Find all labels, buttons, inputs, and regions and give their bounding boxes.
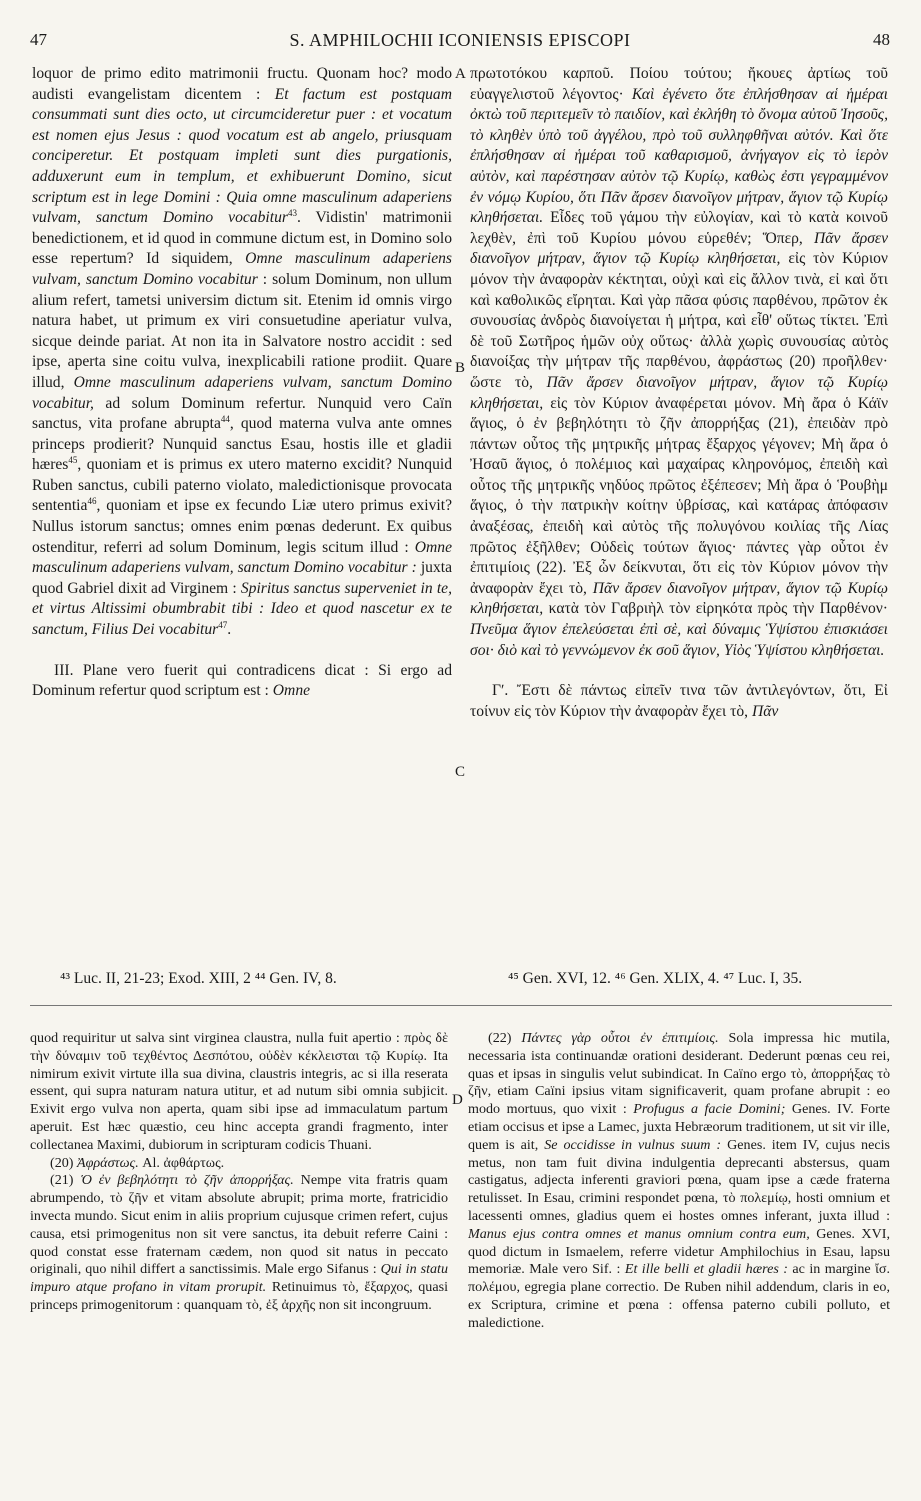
note-continuation: quod requiritur ut salva sint virginea claustra, nulla fuit apertio : πρὸς δὲ τὴν δύναμιν τοῦ τεχθέντος Δεσπότου, οὐδὲν κέκλεισται τῷ Κυρίῳ. Ita nimirum exivit virtute illa sua divina, claustris integris, ac si illa reserata essent, qui supra naturam natura utitur, et ad nutum sibi omnia subjicit. Exivit ergo vulva non aperta, quam sibi ipse ad immaculatum partum aperuit. Est hæc quæstio, ceu hinc accepta grandi fragmento, inter collectanea Maximi, dubiorum in scripturam codicis Thuani. bbox=[30, 1030, 448, 1153]
note-21: (21) Ὁ ἐν βεβηλότητι τὸ ζῆν ἀπορρήξας. Nempe vita fratris quam abrumpendo, τὸ ζῆν et vitam absolute abrupit; prima morte, fratricidio invecta mundo. Sicut enim in aliis proprium cujusque crimen refert, cujus causa, etsi primogenitus non sit vere sanctus, ita debuit referre Caini : quod constat esse fraternam cædem, non quod sit natus in peccato originali, quo nihil differt a sanctissimis. Male ergo Sifanus : Qui in statu impuro atque profano in vitam prorupit. Retinuimus τὸ, ἔξαρχος, quasi princeps primogenitorum : quanquam τὸ, ἐξ ἀρχῆς non sit incongruum. bbox=[30, 1172, 448, 1313]
footnote-marker-45: 45 bbox=[68, 455, 78, 466]
greek-main-column bbox=[470, 64, 888, 924]
margin-letter-b: B bbox=[455, 360, 466, 376]
note-22: (22) Πάντες γὰρ οὗτοι ἐν ἐπιτιμίοις. Sola impressa hic mutila, necessaria ista continuandæ orationi desiderant. Dederunt pœnas ceu rei, quas et ipsas in singulis velut subindicat. In Caïno ergo τὸ, ἀπορρήξας τὸ ζῆν, etiam Caïni ipsius vitam significaverit, quam profane abrupit : eo modo mortuus, quo vixit : Profugus a facie Domini; Genes. IV. Forte etiam occisus et ipse a Lamec, juxta Hebræorum traditionem, ut sit vir ille, quem is ait, Se occidisse in vulnus suum : Genes. item IV, cujus necis metus, non tam fuit divina indulgentia deprecanti abstersus, quam castigatus, adjecta inferenti graviori pœna, quam ipse a cæde fraterna retulisset. In Esau, crimini respondet pœna, τὸ πολεμίῳ, hosti omnium et lacessenti omnes, gladius quem ei hostes omnes inferant, juxta illud : Manus ejus contra omnes et manus omnium contra eum, Genes. XVI, quod dictum in Ismaelem, referre videtur Amphilochius in Esau, lapsu memoriæ. Male vero Sif. : Et ille belli et gladii hæres : ac in margine ἴσ. πολέμου, egregia plane correctio. De Ruben nihil addendum, claris in eo, ex Scriptura, crimine et pœna : offensa paterno cubili polluto, et maledictione. bbox=[468, 1030, 890, 1331]
footnote-marker-46: 46 bbox=[87, 496, 97, 507]
scripture-references-left: ⁴³ Luc. II, 21-23; Exod. XIII, 2 ⁴⁴ Gen. IV, 8. bbox=[60, 970, 337, 987]
footnote-marker-44: 44 bbox=[220, 413, 230, 424]
greek-paragraph-2: Γʹ. Ἔστι δὲ πάντως εἰπεῖν τινα τῶν ἀντιλεγόντων, ὅτι, Εἰ τοίνυν εἰς τὸν Κύριον τὴν ἀναφορὰν ἔχει τὸ, Πᾶν bbox=[470, 682, 888, 720]
footnote-divider bbox=[30, 1005, 892, 1006]
latin-paragraph-2: III. Plane vero fuerit qui contradicens dicat : Si ergo ad Dominum refertur quod scriptum est : Omne bbox=[32, 661, 452, 700]
margin-letter-c: C bbox=[455, 764, 466, 780]
footnote-marker-43: 43 bbox=[287, 207, 297, 218]
latin-main-column bbox=[32, 64, 452, 894]
note-20: (20) Ἀφράστως. Al. ἀφθάρτως. bbox=[50, 1154, 225, 1171]
latin-paragraph-1: loquor de primo edito matrimonii fructu. Quonam hoc? modo audisti evangelistam dicentem : Et factum est postquam consummati sunt dies octo, ut circumcideretur puer : et vocatum est nomen ejus Jesus : quod vocatum est ab angelo, priusquam conciperetur. Et postquam impleti sunt dies purgationis, adduxerunt eum in templum, et exhibuerunt Domino, sicut scriptum est in lege Domini : Quia omne masculinum adaperiens vulvam, sanctum Domino vocabitur$^{43}$. Vidistin' matrimonii benedictionem, et id quod in commune dictum est, in Domino solo esse repertum? Id siquidem, Omne masculinum adaperiens vulvam, sanctum Domino vocabitur : solum Dominum, non ullum alium refert, tametsi universim dictum sit. Etenim id omnis virgo natura habet, ut primum ex viri consuetudine aperiatur vulva, sicque deinde pariat. At non ita in Salvatore nostro accidit : sed ipse, aperta sine coitu vulva, inexplicabili ratione prodiit. Quare illud, Omne masculinum adaperiens vulvam, sanctum Domino vocabitur, ad solum Dominum refertur. Nunquid vero Caïn sanctus, vita profane abrupta$^{44}$, quod materna vulva ante omnes princeps prodierit? Nunquid sanctus Esau, hostis ille et gladii hæres$^{45}$, quoniam et is primus ex utero materno excidit? Nunquid Ruben sanctus, cubili paterno violato, maledictionisque provocata sententia$^{46}$, quoniam et ipse ex fecundo Liæ utero primus exivit? Nullus istorum sanctus; omnes enim pœnas dederunt. Ex quibus ostenditur, referri ad solum Dominum, legis scitum illud : Omne masculinum adaperiens vulvam, sanctum Domino vocabitur : juxta quod Gabriel dixit ad Virginem : Spiritus sanctus superveniet in te, et virtus Altissimi obumbrabit tibi : Ideo et quod nascetur ex te sanctum, Filius Dei vocabitur$^{47}$. bbox=[32, 65, 452, 639]
notes-right-column bbox=[468, 1030, 890, 1490]
margin-letter-a: A bbox=[455, 66, 466, 82]
page-number-left: 47 bbox=[30, 30, 47, 49]
page-number-right: 48 bbox=[873, 30, 890, 49]
notes-left-column bbox=[30, 1030, 448, 1490]
margin-letter-d: D bbox=[452, 1092, 463, 1108]
greek-paragraph-1: πρωτοτόκου καρποῦ. Ποίου τούτου; ἤκουες ἀρτίως τοῦ εὐαγγελιστοῦ λέγοντος· Καὶ ἐγένετο ὅτε ἐπλήσθησαν αἱ ἡμέραι ὀκτὼ τοῦ περιτεμεῖν τὸ παιδίον, καὶ ἐκλήθη τὸ ὄνομα αὐτοῦ Ἰησοῦς, τὸ κληθὲν ὑπὸ τοῦ ἀγγέλου, πρὸ τοῦ συλληφθῆναι αὐτόν. Καὶ ὅτε ἐπλήσθησαν αἱ ἡμέραι τοῦ καθαρισμοῦ, ἀνήγαγον εἰς τὸ ἱερὸν αὐτὸν, καὶ παρέστησαν αὐτὸν τῷ Κυρίῳ, καθὼς ἐστι γεγραμμένον ἐν νόμῳ Κυρίου, ὅτι Πᾶν ἄρσεν διανοῖγον μήτραν, ἅγιον τῷ Κυρίῳ κληθήσεται. Εἶδες τοῦ γάμου τὴν εὐλογίαν, καὶ τὸ κατὰ κοινοῦ λεχθὲν, ἐπὶ τοῦ Κυρίου μόνου εὑρεθέν; Ὅπερ, Πᾶν ἄρσεν διανοῖγον μήτραν, ἅγιον τῷ Κυρίῳ κληθήσεται, εἰς τὸν Κύριον μόνον τὴν ἀναφορὰν κέκτηται, οὐχὶ καὶ εἰς ἄλλον τινὰ, εἰ καὶ ὅτι καὶ καθολικῶς εἴρηται. Καὶ γὰρ πᾶσα φύσις παρθένου, πρῶτον ἐκ συνουσίας ἀνδρὸς διανοίγεται ἡ μήτρα, καὶ εἶθ' οὕτως τίκτει. Ἐπὶ δὲ τοῦ Σωτῆρος ἡμῶν οὐχ οὕτως· ἀλλὰ χωρὶς συνουσίας αὐτὸς διανοίξας τὴν μήτραν τῆς παρθένου, ἀφράστως (20) προῆλθεν· ὥστε τὸ, Πᾶν ἄρσεν διανοῖγον μήτραν, ἅγιον τῷ Κυρίῳ κληθήσεται, εἰς τὸν Κύριον ἀναφέρεται μόνον. Μὴ ἄρα ὁ Κάϊν ἅγιος, ὁ ἐν βεβηλότητι τὸ ζῆν ἀπορρήξας (21), ἐπειδὰν πρὸ πάντων οὗτος τῆς μητρικῆς μήτρας ἔξαρχος γέγονεν; Μὴ ἄρα ὁ Ἠσαῦ ἅγιος, ὁ πολέμιος καὶ μαχαίρας κληρονόμος, ἐπειδὴ καὶ οὗτος τῆς μητρικῆς νηδύος πρῶτος ἐξέπεσεν; Μὴ ἄρα ὁ Ῥουβὴμ ἅγιος, ὁ τὴν πατρικὴν κοίτην ὑβρίσας, καὶ κατάρας ἀπόφασιν ἀναξέσας, ἐπειδὴ καὶ αὐτὸς τῆς πολυγόνου κοιλίας τῆς Λίας πρῶτος ἐξῆλθεν; Οὐδεὶς τούτων ἅγιος· πάντες γὰρ οὗτοι ἐν ἐπιτιμίοις (22). Ἐξ ὧν δείκνυται, ὅτι εἰς τὸν Κύριον μόνον τὴν ἀναφορὰν ἔχει τὸ, Πᾶν ἄρσεν διανοῖγον μήτραν, ἅγιον τῷ Κυρίῳ κληθήσεται, κατὰ τὸν Γαβριὴλ τὸν εἰρηκότα πρὸς τὴν Παρθένον· Πνεῦμα ἅγιον ἐπελεύσεται ἐπὶ σὲ, καὶ δύναμις Ὑψίστου ἐπισκιάσει σοι· διὸ καὶ τὸ γεννώμενον ἐκ σοῦ ἅγιον, Υἱὸς Ὑψίστου κληθήσεται. bbox=[470, 65, 888, 659]
running-title: S. AMPHILOCHII ICONIENSIS EPISCOPI bbox=[289, 30, 631, 50]
footnote-marker-47: 47 bbox=[218, 619, 228, 630]
scripture-references-right: ⁴⁵ Gen. XVI, 12. ⁴⁶ Gen. XLIX, 4. ⁴⁷ Luc. I, 35. bbox=[508, 970, 803, 987]
page-header bbox=[30, 30, 890, 54]
